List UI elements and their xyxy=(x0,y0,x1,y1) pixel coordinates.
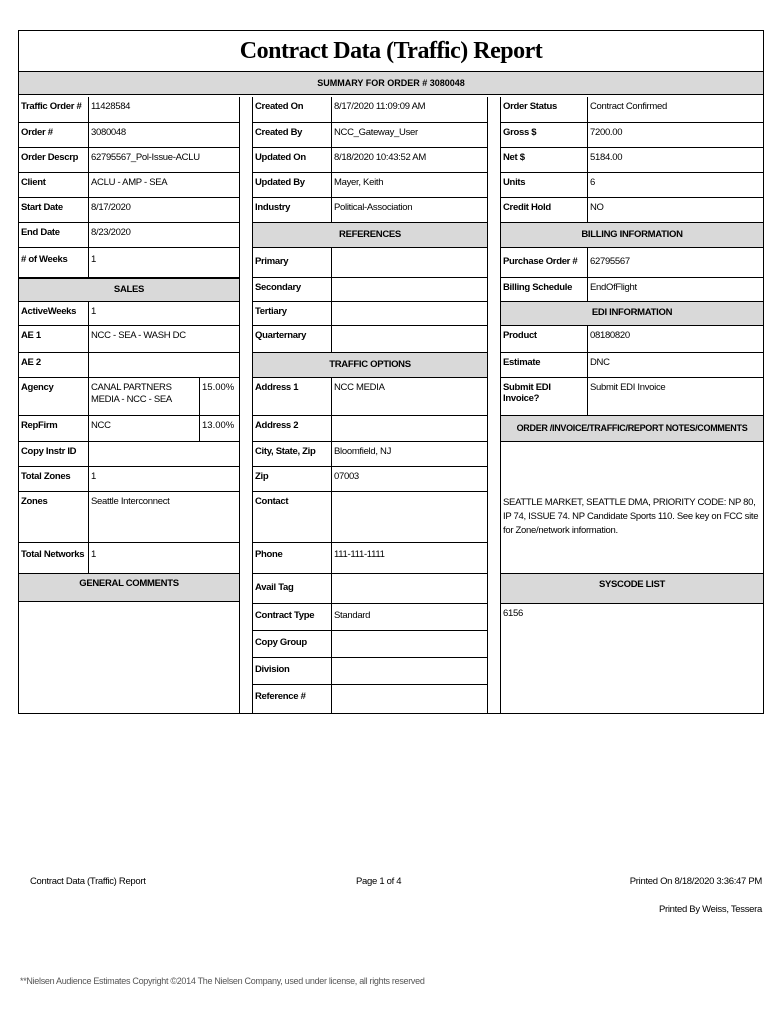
label: Net $ xyxy=(501,148,588,172)
value xyxy=(332,574,334,603)
footer-printed-on: Printed On 8/18/2020 3:36:47 PM xyxy=(629,876,762,887)
row-copy-group xyxy=(253,631,487,658)
label: Primary xyxy=(253,248,332,277)
value: 8/17/2020 xyxy=(91,202,131,213)
syscode-list-header: SYSCODE LIST xyxy=(501,574,763,604)
label: Updated On xyxy=(253,148,332,172)
value xyxy=(332,416,334,441)
row-product xyxy=(501,326,763,353)
column-divider xyxy=(487,97,488,713)
row-updated-on xyxy=(253,148,487,173)
value: 3080048 xyxy=(91,127,126,138)
value xyxy=(332,685,334,713)
value xyxy=(89,353,91,377)
label: Contract Type xyxy=(253,604,332,630)
label: Billing Schedule xyxy=(501,278,588,301)
value: CANAL PARTNERS MEDIA - NCC - SEA xyxy=(91,382,172,405)
label: Total Networks xyxy=(19,543,89,573)
value xyxy=(332,326,334,352)
row-units xyxy=(501,173,763,198)
value: NCC MEDIA xyxy=(334,382,385,393)
row-start-date xyxy=(19,198,239,223)
notes-text: SEATTLE MARKET, SEATTLE DMA, PRIORITY CODE: NP 80, IP 74, ISSUE 74. NP Candidate Sports 110. See key on FCC site for Zone/network information. xyxy=(503,497,759,536)
value: 1 xyxy=(91,471,96,482)
label: Start Date xyxy=(19,198,89,222)
row-secondary xyxy=(253,278,487,302)
label: Gross $ xyxy=(501,123,588,147)
footer-page-number: Page 1 of 4 xyxy=(356,876,402,887)
row-address2 xyxy=(253,416,487,442)
row-repfirm xyxy=(19,416,239,442)
value: Standard xyxy=(334,610,371,621)
label: Quarternary xyxy=(253,326,332,352)
label: Avail Tag xyxy=(253,574,332,603)
label: Estimate xyxy=(501,353,588,377)
row-avail-tag xyxy=(253,574,487,604)
order-column xyxy=(19,97,239,713)
value: 7200.00 xyxy=(590,127,623,138)
references-header: REFERENCES xyxy=(253,223,487,248)
commission-pct: 13.00% xyxy=(199,416,239,441)
label: Address 2 xyxy=(253,416,332,441)
value xyxy=(332,492,334,542)
sales-header: SALES xyxy=(19,278,239,302)
billing-information-header: BILLING INFORMATION xyxy=(501,223,763,248)
label: Created On xyxy=(253,97,332,122)
row-contact xyxy=(253,492,487,543)
label: Industry xyxy=(253,198,332,222)
row-quarternary xyxy=(253,326,487,353)
label: End Date xyxy=(19,223,89,247)
label: Phone xyxy=(253,543,332,573)
row-tertiary xyxy=(253,302,487,326)
label: Total Zones xyxy=(19,467,89,491)
row-address1 xyxy=(253,378,487,416)
label: Division xyxy=(253,658,332,684)
value xyxy=(89,442,91,466)
value: 62795567 xyxy=(590,256,630,267)
value: 111-111-1111 xyxy=(334,549,385,560)
row-weeks xyxy=(19,248,239,278)
row-reference xyxy=(253,685,487,713)
row-created-on xyxy=(253,97,487,123)
label: Client xyxy=(19,173,89,197)
column-divider xyxy=(239,97,240,713)
value: DNC xyxy=(590,357,610,368)
row-end-date xyxy=(19,223,239,248)
label: Zones xyxy=(19,492,89,542)
label: Reference # xyxy=(253,685,332,713)
row-city-state-zip xyxy=(253,442,487,467)
row-submit-edi xyxy=(501,378,763,416)
report-title: Contract Data (Traffic) Report xyxy=(239,38,543,64)
row-phone xyxy=(253,543,487,574)
value: 1 xyxy=(91,254,96,265)
label: Updated By xyxy=(253,173,332,197)
row-zip xyxy=(253,467,487,492)
value: 6 xyxy=(590,177,595,188)
label: AE 2 xyxy=(19,353,89,377)
value: Seattle Interconnect xyxy=(91,496,170,507)
label: Order # xyxy=(19,123,89,147)
value xyxy=(332,302,334,325)
value: 11428584 xyxy=(91,101,131,112)
label: ActiveWeeks xyxy=(19,302,89,325)
syscode-value: 6156 xyxy=(503,608,523,619)
summary-header: SUMMARY FOR ORDER # 3080048 xyxy=(19,71,763,95)
label: Order Status xyxy=(501,97,588,122)
value xyxy=(332,248,334,277)
row-primary xyxy=(253,248,487,278)
value: 08180820 xyxy=(590,330,630,341)
value: Bloomfield, NJ xyxy=(334,446,392,457)
general-comments-header: GENERAL COMMENTS xyxy=(19,574,239,602)
footer-printed-by: Printed By Weiss, Tessera xyxy=(658,904,762,915)
label: Address 1 xyxy=(253,378,332,415)
label: # of Weeks xyxy=(19,248,89,277)
row-zones xyxy=(19,492,239,543)
report-frame xyxy=(18,30,764,714)
billing-column xyxy=(501,97,763,713)
label: Submit EDI Invoice? xyxy=(501,378,588,415)
row-ae2 xyxy=(19,353,239,378)
value: 1 xyxy=(91,306,96,317)
row-credit-hold xyxy=(501,198,763,223)
value: Submit EDI Invoice xyxy=(590,382,666,393)
value: NO xyxy=(590,202,604,213)
row-contract-type xyxy=(253,604,487,631)
label: Tertiary xyxy=(253,302,332,325)
value: 8/23/2020 xyxy=(91,227,131,238)
value: Mayer, Keith xyxy=(334,177,384,188)
row-ae1 xyxy=(19,326,239,353)
row-traffic-order xyxy=(19,97,239,123)
row-agency xyxy=(19,378,239,416)
label: Credit Hold xyxy=(501,198,588,222)
row-order-status xyxy=(501,97,763,123)
value: ACLU - AMP - SEA xyxy=(91,177,168,188)
value: 62795567_Pol-Issue-ACLU xyxy=(91,152,200,163)
notes-box xyxy=(501,442,763,574)
value: NCC - SEA - WASH DC xyxy=(91,330,186,341)
label: Zip xyxy=(253,467,332,491)
value xyxy=(332,658,334,684)
label: Order Descrp xyxy=(19,148,89,172)
row-copy-instr xyxy=(19,442,239,467)
value: NCC xyxy=(91,420,111,431)
value: 8/17/2020 11:09:09 AM xyxy=(334,101,426,112)
value: EndOfFlight xyxy=(590,282,637,293)
label: Product xyxy=(501,326,588,352)
commission-pct: 15.00% xyxy=(199,378,239,415)
value xyxy=(332,631,334,657)
row-active-weeks xyxy=(19,302,239,326)
value: 5184.00 xyxy=(590,152,623,163)
value xyxy=(332,278,334,301)
row-updated-by xyxy=(253,173,487,198)
row-net xyxy=(501,148,763,173)
value: Political-Association xyxy=(334,202,413,213)
row-order xyxy=(19,123,239,148)
footer-report-name: Contract Data (Traffic) Report xyxy=(30,876,146,887)
label: Contact xyxy=(253,492,332,542)
value: 1 xyxy=(91,549,96,560)
edi-information-header: EDI INFORMATION xyxy=(501,302,763,326)
row-order-descrp xyxy=(19,148,239,173)
row-division xyxy=(253,658,487,685)
label: Traffic Order # xyxy=(19,97,89,122)
row-industry xyxy=(253,198,487,223)
label: RepFirm xyxy=(19,416,89,441)
label: Purchase Order # xyxy=(501,248,588,277)
value: 8/18/2020 10:43:52 AM xyxy=(334,152,426,163)
label: Created By xyxy=(253,123,332,147)
label: Copy Group xyxy=(253,631,332,657)
notes-header: ORDER /INVOICE/TRAFFIC/REPORT NOTES/COMMENTS xyxy=(501,416,763,442)
footer-copyright: **Nielsen Audience Estimates Copyright ©2014 The Nielsen Company, used under license, all rights reserved xyxy=(20,976,425,986)
label: AE 1 xyxy=(19,326,89,352)
value: NCC_Gateway_User xyxy=(334,127,418,138)
row-gross xyxy=(501,123,763,148)
row-purchase-order xyxy=(501,248,763,278)
label: Agency xyxy=(19,378,89,415)
row-created-by xyxy=(253,123,487,148)
details-column xyxy=(253,97,487,713)
row-client xyxy=(19,173,239,198)
label: Copy Instr ID xyxy=(19,442,89,466)
value: 07003 xyxy=(334,471,359,482)
label: Secondary xyxy=(253,278,332,301)
label: City, State, Zip xyxy=(253,442,332,466)
row-total-zones xyxy=(19,467,239,492)
row-total-networks xyxy=(19,543,239,574)
row-billing-schedule xyxy=(501,278,763,302)
label: Units xyxy=(501,173,588,197)
row-estimate xyxy=(501,353,763,378)
value: Contract Confirmed xyxy=(590,101,667,112)
traffic-options-header: TRAFFIC OPTIONS xyxy=(253,353,487,378)
